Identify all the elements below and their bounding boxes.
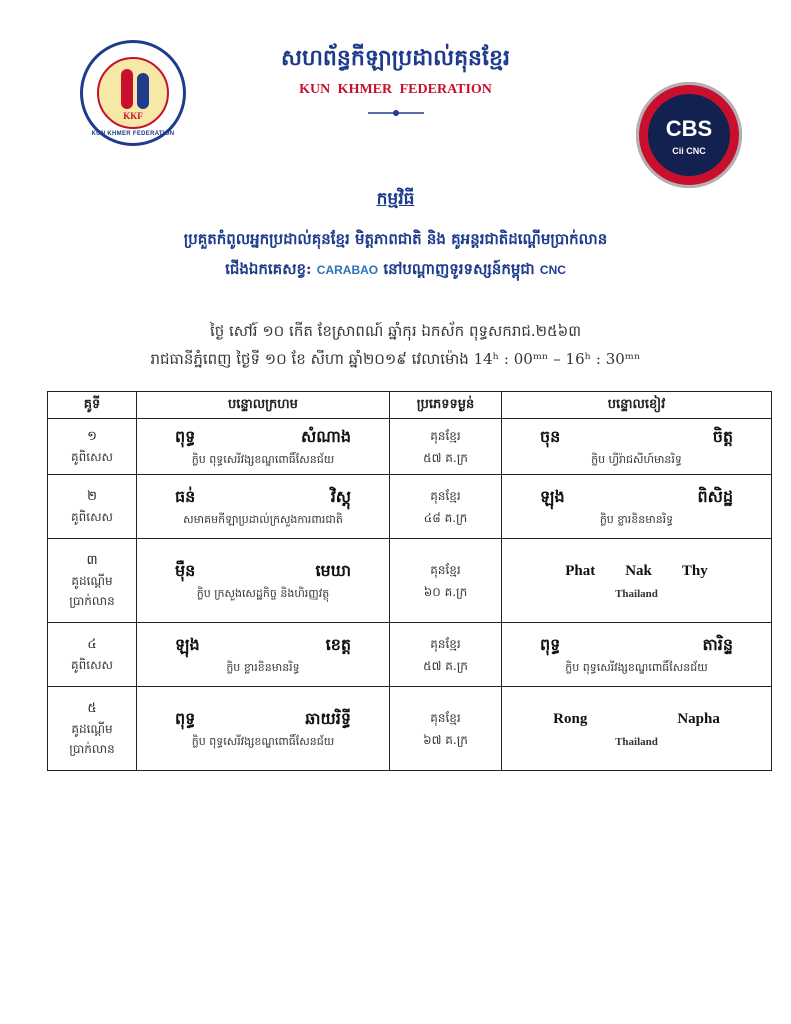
header-weight-class: ប្រភេទទម្ងន់ [390,392,502,419]
blue-fighter-last-name: ចិត្ត [712,426,733,446]
style-name: គុនខ្មែរ [430,488,461,503]
weight-class-cell [390,687,502,771]
blue-fighter-name [502,484,771,510]
red-fighter-name [137,632,389,658]
blue-fighter-name [502,706,771,732]
header-bout-number: គូទី [48,392,137,419]
blue-fighter-country: Thailand [615,587,658,600]
weight-class-cell [390,419,502,475]
bout-number: ២ [87,488,97,504]
kkf-logo-ring-text: KUN KHMER FEDERATION [91,131,175,137]
red-corner-cell [137,623,390,687]
bout-number: ១ [87,428,97,444]
program-subtitle-line2 [0,260,791,282]
table-header-row [48,392,772,419]
blue-corner-cell [502,623,772,687]
cbs-logo [636,82,742,188]
weight-value: ៥៧ គ.ក្រ [423,658,468,673]
bout-type: គូពិសេស [71,657,113,672]
weight-value: ៦០ គ.ក្រ [423,584,468,599]
table-row [48,623,772,687]
red-corner-cell [137,687,390,771]
program-subtitle-line1: ប្រគួតកំពូលអ្នកប្រដាល់គុនខ្មែរ មិត្តភាពជាតិ និង គូអន្តរជាតិដណ្តើមប្រាក់លាន [183,230,608,248]
blue-fighter-name [502,424,771,450]
weight-class-cell [390,539,502,623]
red-fighter-name [137,558,389,584]
channel-name: CNC [539,263,566,277]
red-fighter-first-name: ឡុង [175,634,200,654]
bout-number: ៥ [87,700,97,716]
blue-fighter-name [502,632,771,658]
bout-type: គូដណ្តើម [71,721,113,736]
blue-fighter-middle-name: Nak [625,562,652,579]
table-row [48,539,772,623]
blue-fighter-club: ក្លិប ខ្លារខិនមានរិទ្ធ [599,512,674,526]
bout-type: គូដណ្តើម [71,573,113,588]
blue-corner-cell [502,539,772,623]
kkf-logo [80,40,186,146]
weight-class-cell [390,623,502,687]
red-fighter-last-name: ឆាយរិទ្ធី [305,708,351,728]
red-fighter-club: ក្លិប ពុទ្ធសេរីវង្សខណ្ឌពោធិ៍សែនជ័យ [191,734,335,748]
kkf-emblem [97,57,169,129]
federation-name-english: KUN KHMER FEDERATION [299,82,492,97]
red-fighter-club: ក្លិប ខ្លារខិនមានរិទ្ធ [226,660,300,674]
red-corner-cell [137,475,390,539]
weight-class-cell [390,475,502,539]
blue-fighter-last-name: Napha [677,710,720,727]
red-fighter-figure [121,69,133,109]
red-corner-cell [137,539,390,623]
blue-fighter-last-name: ពិសិដ្ឋ [697,486,733,506]
program-title: កម្មវិធី [376,189,415,209]
bout-cell [48,419,137,475]
red-fighter-name [137,484,389,510]
blue-fighter-first-name: Rong [553,710,588,727]
bout-number: ៤ [87,636,97,652]
red-fighter-first-name: ពុទ្ធ [175,708,196,728]
bout-type: ប្រាក់លាន [69,741,115,756]
style-name: គុនខ្មែរ [430,562,461,577]
red-fighter-first-name: ធន់ [175,486,196,506]
blue-fighter-first-name: ចុន [540,426,561,446]
header-blue-corner: បន្ទោលខៀវ [502,392,772,419]
red-fighter-last-name: វិស្តុ [330,486,351,506]
red-fighter-club: សមាគមកីឡាប្រដាល់ក្រសួងការពារជាតិ [183,512,343,526]
bout-type: គូពិសេស [71,449,113,464]
red-fighter-name [137,424,389,450]
subtitle-broadcast: នៅបណ្តាញទូរទស្សន៍កម្ពុជា [383,260,535,278]
cbs-logo-center [648,94,730,176]
red-fighter-club: ក្លិប ពុទ្ធសេរីវង្សខណ្ឌពោធិ៍សែនជ័យ [191,452,335,466]
table-row [48,475,772,539]
style-name: គុនខ្មែរ [430,710,461,725]
bout-cell [48,475,137,539]
blue-fighter-club: ក្លិប ពុទ្ធសេរីវង្សខណ្ឌពោធិ៍សែនជ័យ [565,660,708,674]
blue-fighter-country: Thailand [615,735,658,748]
weight-value: ៦៧ គ.ក្រ [423,732,468,747]
blue-corner-cell [502,475,772,539]
bout-cell [48,687,137,771]
red-fighter-last-name: ខេត្ត [325,634,351,654]
red-fighter-first-name: ម៉ឺន [175,560,196,580]
blue-fighter-first-name: ឡុង [540,486,565,506]
blue-fighter-club: ក្លិប ហ្វីរ៉ាជសីហ៍មានរិទ្ធ [591,452,682,466]
style-name: គុនខ្មែរ [430,428,461,443]
red-fighter-club: ក្លិប ក្រសួងសេដ្ឋកិច្ច និងហិរញ្ញវត្ថុ [196,586,330,600]
blue-fighter-last-name: Thy [681,562,708,579]
weight-value: ៤៨ គ.ក្រ [423,510,468,525]
blue-fighter-first-name: ពុទ្ធ [540,634,561,654]
blue-corner-cell [502,687,772,771]
bout-type: ប្រាក់លាន [69,593,115,608]
bout-number: ៣ [86,552,98,568]
bout-cell [48,539,137,623]
blue-fighter-figure [137,73,149,109]
header-red-corner: បន្ទោលក្រហម [137,392,390,419]
bout-type: គូពិសេស [71,509,113,524]
red-fighter-last-name: សំណាង [301,426,351,446]
date-time-line: រាជធានីភ្នំពេញ ថ្ងៃទី ១០ ខែ សីហា ឆ្នាំ២០១៩ វេលាម៉ោង 14ʰ : 00ᵐⁿ – 16ʰ : 30ᵐⁿ [150,350,641,368]
table-row [48,687,772,771]
fight-card-table [47,391,772,771]
red-corner-cell [137,419,390,475]
red-fighter-name [137,706,389,732]
ornament-divider-icon [368,108,424,118]
subtitle-prefix: ជើងឯកគេសខ្វ: [225,260,312,278]
blue-fighter-last-name: តារិន្ទ [702,634,733,654]
cbs-logo-text: CBS [665,116,713,141]
weight-value: ៥៧ គ.ក្រ [423,450,468,465]
kkf-logo-letters: KKF [123,111,143,121]
lunar-date-line: ថ្ងៃ សៅរ៍ ១០ កើត ខែស្រាពណ៍ ឆ្នាំកុរ ឯកស័ក ពុទ្ធសករាជ.២៥៦៣ [209,322,582,340]
federation-name-khmer: សហព័ន្ធកីឡាប្រដាល់គុនខ្មែរ [281,45,510,71]
sponsor-name: CARABAO [316,263,379,277]
blue-fighter-first-name: Phat [565,562,596,579]
cbs-logo-subtext: Cii CNC [672,146,706,156]
red-fighter-last-name: មេឃា [315,560,351,580]
style-name: គុនខ្មែរ [430,636,461,651]
blue-corner-cell [502,419,772,475]
bout-cell [48,623,137,687]
red-fighter-first-name: ពុទ្ធ [175,426,196,446]
table-row [48,419,772,475]
blue-fighter-name [502,558,771,584]
